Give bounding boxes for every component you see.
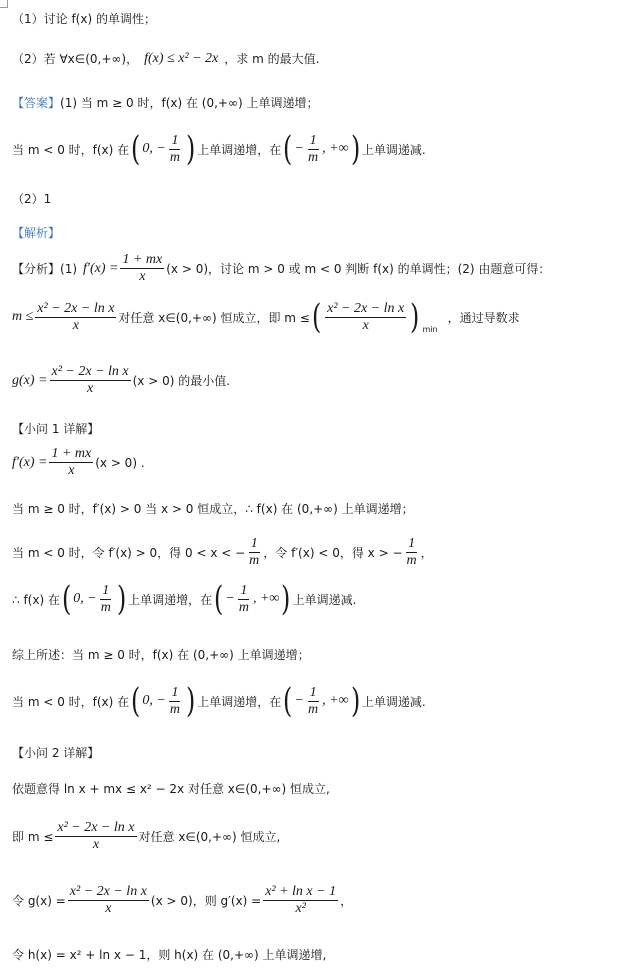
detail-1-line-4 <box>12 579 357 619</box>
detail-1-heading <box>12 420 99 437</box>
frac-den: m <box>406 553 417 568</box>
detail-1-line-6-a: 当 m < 0 时，f(x) 在 <box>12 694 130 709</box>
fraction-1-over-m <box>237 583 251 616</box>
frac-den: m <box>249 553 260 568</box>
frac-num: 1 <box>250 536 258 551</box>
analysis-line-3 <box>12 364 230 397</box>
detail-2-line-3-a: 令 g(x) = <box>12 894 66 908</box>
detail-2-label: 【小问 2 详解】 <box>12 746 100 760</box>
frac-num: 1 + mx <box>122 252 163 267</box>
g-definition-tail: (x > 0) 的最小值. <box>132 374 231 388</box>
analysis-m-leq: m ≤ <box>12 309 34 324</box>
answer-line-1 <box>12 94 318 111</box>
frac-den: x <box>362 317 369 333</box>
detail-1-derivative: f′(x) = <box>12 454 48 470</box>
fraction-g <box>50 364 131 397</box>
paren-left: ( <box>61 579 72 619</box>
fraction-1-over-m <box>168 133 182 166</box>
detail-1-label: 【小问 1 详解】 <box>12 422 100 436</box>
frac-den: m <box>308 701 319 717</box>
detail-1-line-2-text: 当 m ≥ 0 时，f′(x) > 0 当 x > 0 恒成立，∴ f(x) 在 (0,+∞) 上单调递增； <box>12 502 414 516</box>
analysis-part-a: (1) <box>60 261 78 276</box>
answer-part-2-text: （2）1 <box>12 192 52 206</box>
answer-label: 【答案】 <box>12 96 61 110</box>
detail-2-line-3-b: (x > 0)，则 g′(x) = <box>150 894 262 908</box>
question-2-suffix: ，求 m 的最大值. <box>224 52 320 66</box>
detail-2-line-4-text: 令 h(x) = x² + ln x − 1，则 h(x) 在 (0,+∞) 上单调递增, <box>12 948 327 962</box>
interval-left-text: 0, − <box>142 141 166 156</box>
fraction-g <box>35 301 116 334</box>
analysis-derivative: f′(x) = <box>83 260 119 276</box>
detail-1-line-4-a: ∴ f(x) 在 <box>12 592 60 607</box>
detail-2-line-3-c: ， <box>340 894 353 908</box>
analysis-part-d: 对任意 x∈(0,+∞) 恒成立，即 m ≤ <box>118 310 310 325</box>
detail-2-heading <box>12 744 99 761</box>
fraction-1-over-m <box>99 583 113 616</box>
fraction-derivative <box>49 446 93 479</box>
frac-num: x² − 2x − ln x <box>57 820 135 835</box>
analysis-part-e: ，通过导数求 <box>447 310 520 325</box>
detail-2-line-2 <box>12 820 280 853</box>
answer-part-2 <box>12 190 51 207</box>
paren-right: ) <box>185 681 196 721</box>
frac-num: x² − 2x − ln x <box>51 364 129 379</box>
paren-right: ) <box>185 129 196 169</box>
analysis-part-b: (x > 0)，讨论 m > 0 或 m < 0 判断 f(x) 的单调性；(2) 由题意可得： <box>166 262 551 276</box>
detail-2-line-1 <box>12 780 330 797</box>
question-2-math: f(x) ≤ x² − 2x <box>144 50 219 66</box>
frac-den: x <box>72 317 79 333</box>
fraction-derivative <box>120 252 164 285</box>
paren-left: ( <box>131 129 141 169</box>
question-1 <box>12 10 156 27</box>
frac-num: 1 + mx <box>51 446 92 461</box>
answer-2-tail: 上单调递减. <box>361 142 426 157</box>
question-2-prefix: （2）若 ∀x∈(0,+∞)， <box>12 52 139 66</box>
frac-den: x <box>86 381 94 396</box>
frac-den: x <box>68 463 75 478</box>
fraction-1-over-m <box>306 133 320 166</box>
detail-2-line-2-a: 即 m ≤ <box>12 830 54 844</box>
frac-num: 1 <box>309 684 317 700</box>
detail-2-line-4 <box>12 946 326 963</box>
answer-2-lead: 当 m < 0 时，f(x) 在 <box>12 142 130 157</box>
frac-num: x² − 2x − ln x <box>327 300 405 316</box>
frac-num: 1 <box>171 132 179 148</box>
detail-1-line-4-b: 上单调递增，在 <box>128 592 213 607</box>
fraction-1-over-m <box>168 685 182 718</box>
frac-den: m <box>100 599 111 615</box>
frac-den: x <box>105 901 112 916</box>
detail-1-line-6 <box>12 681 426 721</box>
fraction-1-over-m <box>306 685 320 718</box>
frac-den: m <box>238 599 249 615</box>
paren-left: ( <box>214 579 224 619</box>
question-2 <box>12 50 319 67</box>
analysis-line-1 <box>12 252 550 285</box>
frac-num: 1 <box>240 582 248 598</box>
detail-2-line-1-text: 依题意得 ln x + mx ≤ x² − 2x 对任意 x∈(0,+∞) 恒成立, <box>12 782 330 796</box>
paren-left: ( <box>283 129 293 169</box>
detail-1-summary <box>12 646 310 663</box>
interval-right-text: − <box>294 693 304 708</box>
interval-right-end: , +∞ <box>322 693 349 708</box>
frac-den: m <box>169 149 180 165</box>
frac-den: x <box>139 269 146 284</box>
analysis-label: 【分析】 <box>12 262 61 276</box>
paren-left: ( <box>131 681 141 721</box>
detail-1-line-4-c: 上单调递减. <box>292 592 357 607</box>
frac-den: x <box>92 837 100 852</box>
frac-num: x² + ln x − 1 <box>265 884 337 899</box>
min-subscript: min <box>422 325 438 334</box>
interval-left-text: 0, − <box>73 591 97 606</box>
frac-den: m <box>169 701 180 717</box>
fraction-g <box>325 301 406 334</box>
paren-left: ( <box>283 681 293 721</box>
detail-1-line-3 <box>12 536 433 569</box>
answer-1-text: (1) 当 m ≥ 0 时，f(x) 在 (0,+∞) 上单调递增； <box>60 96 319 110</box>
paren-right: ) <box>116 579 127 619</box>
detail-1-line-6-c: 上单调递减. <box>361 694 426 709</box>
analysis-line-2 <box>12 297 520 337</box>
interval-right-end: , +∞ <box>252 591 280 606</box>
detail-1-line-3-a: 当 m < 0 时，令 f′(x) > 0，得 0 < x < − <box>12 546 246 560</box>
interval-right-end: , +∞ <box>322 141 349 156</box>
paren-right: ) <box>350 681 360 721</box>
frac-num: 1 <box>309 132 317 148</box>
frac-num: x² − 2x − ln x <box>69 884 147 899</box>
paren-right: ) <box>281 579 291 619</box>
interval-right-text: − <box>294 141 304 156</box>
detail-2-line-2-b: 对任意 x∈(0,+∞) 恒成立, <box>138 830 281 844</box>
interval-right-text: − <box>225 591 235 606</box>
question-1-text: （1）讨论 f(x) 的单调性； <box>12 12 156 26</box>
interval-left-text: 0, − <box>142 693 166 708</box>
paren-right: ) <box>350 129 360 169</box>
g-definition: g(x) = <box>12 372 48 388</box>
detail-1-line-1 <box>12 446 145 479</box>
fraction-g-prime <box>263 884 338 917</box>
detail-1-line-3-c: ， <box>420 546 433 560</box>
jiexi-label: 【解析】 <box>12 226 61 240</box>
paren-right: ) <box>410 297 420 337</box>
frac-num: 1 <box>408 536 416 551</box>
frac-num: 1 <box>102 582 110 598</box>
frac-num: 1 <box>171 684 179 700</box>
answer-2-mid: 上单调递增，在 <box>197 142 282 157</box>
fraction-1-over-m <box>405 536 419 569</box>
fraction-1-over-m <box>247 536 261 569</box>
paren-left: ( <box>311 297 322 337</box>
detail-1-derivative-tail: (x > 0) . <box>95 455 145 470</box>
detail-1-line-6-b: 上单调递增，在 <box>197 694 282 709</box>
detail-1-summary-text: 综上所述：当 m ≥ 0 时，f(x) 在 (0,+∞) 上单调递增； <box>12 648 310 662</box>
detail-2-line-3 <box>12 884 352 917</box>
answer-line-2 <box>12 129 426 169</box>
frac-den: m <box>308 149 319 165</box>
fraction-g <box>55 820 136 853</box>
frac-den: x² <box>295 901 306 916</box>
fraction-g <box>68 884 149 917</box>
frac-num: x² − 2x − ln x <box>37 300 115 316</box>
detail-1-line-2 <box>12 500 414 517</box>
jiexi-heading <box>12 224 60 241</box>
page-corner-mark <box>0 0 8 8</box>
detail-1-line-3-b: ，令 f′(x) < 0，得 x > − <box>263 546 403 560</box>
